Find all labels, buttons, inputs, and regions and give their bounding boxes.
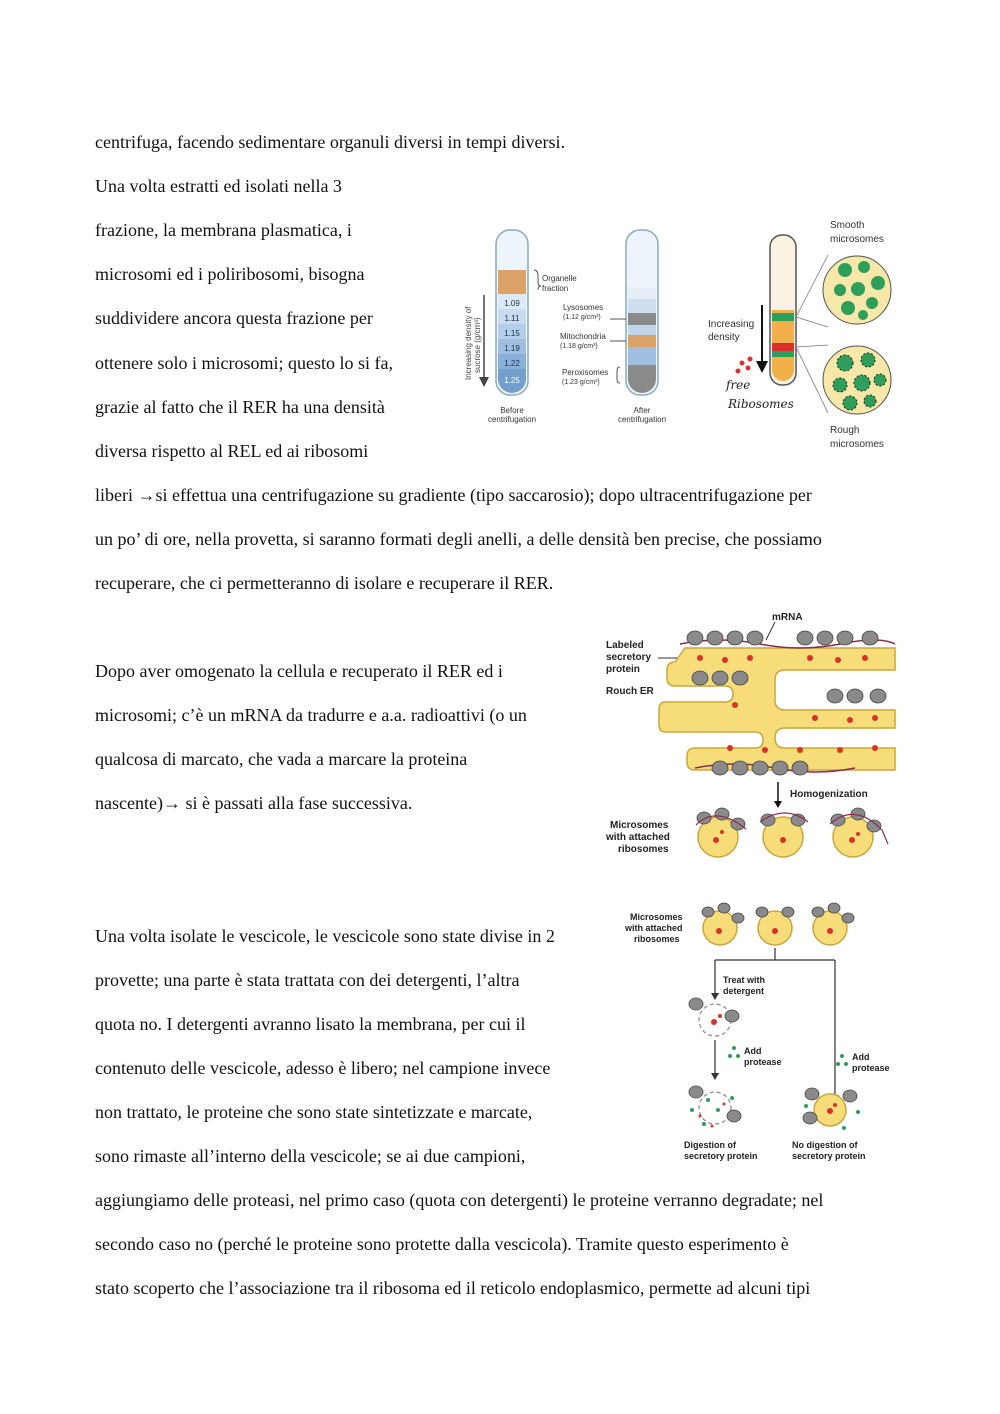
tube-after (626, 230, 658, 395)
peroxisomes-label: (1.23 g/cm³) (562, 379, 600, 386)
text-line: un po’ di ore, nella provetta, si saranno formati degli anelli, a delle densità ben precise, che possiamo (95, 529, 822, 549)
microsomes-label: Microsomes (630, 912, 683, 922)
lysosomes-label: Lysosomes (563, 303, 604, 312)
organelle-fraction-label: fraction (542, 284, 569, 293)
protease-protection-figure (620, 898, 905, 1168)
tube-before (496, 230, 528, 395)
density-value: 1.25 (504, 376, 520, 385)
microsome-vesicles (696, 808, 888, 857)
text-line: contenuto delle vescicole, adesso è libero; nel campione invece (95, 1058, 551, 1078)
microsomes-label: with attached (625, 923, 683, 933)
before-label: Before (500, 406, 524, 415)
after-label: centrifugation (617, 415, 667, 424)
density-value: 1.15 (504, 329, 520, 338)
rough-er-homogenization-figure (600, 610, 900, 865)
smooth-microsomes-label: microsomes (830, 234, 884, 245)
organelle-fraction-label: Organelle (542, 274, 577, 283)
microsome-vesicles (702, 903, 854, 945)
labeled-protein-label: protein (606, 664, 640, 675)
density-value: 1.09 (504, 299, 520, 308)
rough-microsomes-circle (823, 346, 891, 414)
protected-vesicle (803, 1088, 860, 1130)
text-line: provette; una parte è stata trattata con dei detergenti, l’altra (95, 970, 520, 990)
microsome-density-figure (700, 215, 900, 455)
lysosomes-label: (1.12 g/cm³) (563, 314, 601, 321)
homogenization-label: Homogenization (790, 789, 868, 800)
labeled-protein-label: Labeled (606, 640, 644, 651)
text-line: stato scoperto che l’associazione tra il ribosoma ed il reticolo endoplasmico, permette ad alcuni tipi (95, 1278, 811, 1298)
text-line: sono rimaste all’interno della vescicole; se ai due campioni, (95, 1146, 526, 1166)
text-line: diversa rispetto al REL ed ai ribosomi (95, 441, 369, 461)
rough-microsomes-label: microsomes (830, 439, 884, 450)
density-arrowhead (479, 377, 489, 387)
smooth-microsomes-circle (823, 256, 891, 324)
free-ribosomes-label: free (726, 378, 751, 392)
add-protease-label: Add (852, 1052, 870, 1062)
text-line: non trattato, le proteine che sono state sintetizzate e marcate, (95, 1102, 533, 1122)
text-line: frazione, la membrana plasmatica, i (95, 220, 352, 240)
density-value: 1.22 (504, 359, 520, 368)
digested-vesicle (689, 1086, 741, 1128)
microsomes-label: with attached (606, 832, 670, 843)
text-line: quota no. I detergenti avranno lisato la membrana, per cui il (95, 1014, 526, 1034)
digestion-label: secretory protein (684, 1151, 758, 1161)
lysed-vesicle (689, 998, 739, 1036)
no-digestion-label: No digestion of (792, 1140, 858, 1150)
microsomes-label: ribosomes (618, 844, 669, 855)
text-line: secondo caso no (perché le proteine sono protette dalla vescicola). Tramite questo esperimento è (95, 1234, 789, 1254)
text-line: suddividere ancora questa frazione per (95, 308, 373, 328)
before-label: centrifugation (487, 415, 537, 424)
smooth-microsomes-label: Smooth (830, 220, 865, 231)
add-protease-label: protease (744, 1057, 782, 1067)
text-line: Una volta isolate le vescicole, le vescicole sono state divise in 2 (95, 926, 555, 946)
text-line: grazie al fatto che il RER ha una densità (95, 397, 385, 417)
text-line: ottenere solo i microsomi; questo lo si fa, (95, 353, 393, 373)
mitochondria-label: Mitochondria (560, 332, 606, 341)
gradient-tube (770, 235, 796, 385)
no-digestion-label: secretory protein (792, 1151, 866, 1161)
treat-detergent-label: detergent (723, 986, 765, 996)
labeled-protein-label: secretory (606, 652, 652, 663)
digestion-label: Digestion of (684, 1140, 736, 1150)
text-line: recuperare, che ci permetteranno di isolare e recuperare il RER. (95, 573, 554, 593)
add-protease-label: protease (852, 1063, 890, 1073)
mrna-label: mRNA (772, 612, 803, 623)
rough-er-label: Rouch ER (606, 686, 654, 697)
rough-er-membrane (659, 648, 895, 770)
text-line: microsomi ed i poliribosomi, bisogna (95, 264, 365, 284)
increasing-density-label: Increasing (708, 319, 755, 330)
microsomes-label: ribosomes (634, 934, 680, 944)
axis-label: Increasing density of (464, 306, 473, 380)
after-label: After (633, 406, 651, 415)
text-line: centrifuga, facendo sedimentare organuli diversi in tempi diversi. (95, 132, 566, 152)
text-line: microsomi; c’è un mRNA da tradurre e a.a. radioattivi (o un (95, 705, 527, 725)
treat-detergent-label: Treat with (723, 975, 766, 985)
text-line: nascente)→ si è passati alla fase successiva. (95, 793, 413, 813)
free-ribosomes-label: Ribosomes (728, 397, 794, 411)
density-value: 1.19 (504, 344, 520, 353)
text-line: Una volta estratti ed isolati nella 3 (95, 176, 342, 196)
increasing-density-label: density (708, 332, 740, 343)
text-line: liberi →si effettua una centrifugazione su gradiente (tipo saccarosio); dopo ultracentrifugazione per (95, 485, 812, 505)
axis-label: sucrose (g/cm³) (473, 317, 482, 373)
add-protease-label: Add (744, 1046, 762, 1056)
homogenization-arrow (774, 801, 782, 808)
text-line: qualcosa di marcato, che vada a marcare la proteina (95, 749, 468, 769)
text-line: Dopo aver omogenato la cellula e recuperato il RER ed i (95, 661, 503, 681)
microsomes-label: Microsomes (610, 820, 669, 831)
density-value: 1.11 (504, 314, 520, 323)
peroxisomes-label: Peroxisomes (562, 368, 609, 377)
mitochondria-label: (1.18 g/cm³) (560, 343, 598, 350)
text-line: aggiungiamo delle proteasi, nel primo caso (quota con detergenti) le proteine verranno degradate; nel (95, 1190, 824, 1210)
rough-microsomes-label: Rough (830, 425, 860, 436)
density-arrow (756, 361, 768, 373)
sucrose-gradient-figure (460, 225, 690, 435)
